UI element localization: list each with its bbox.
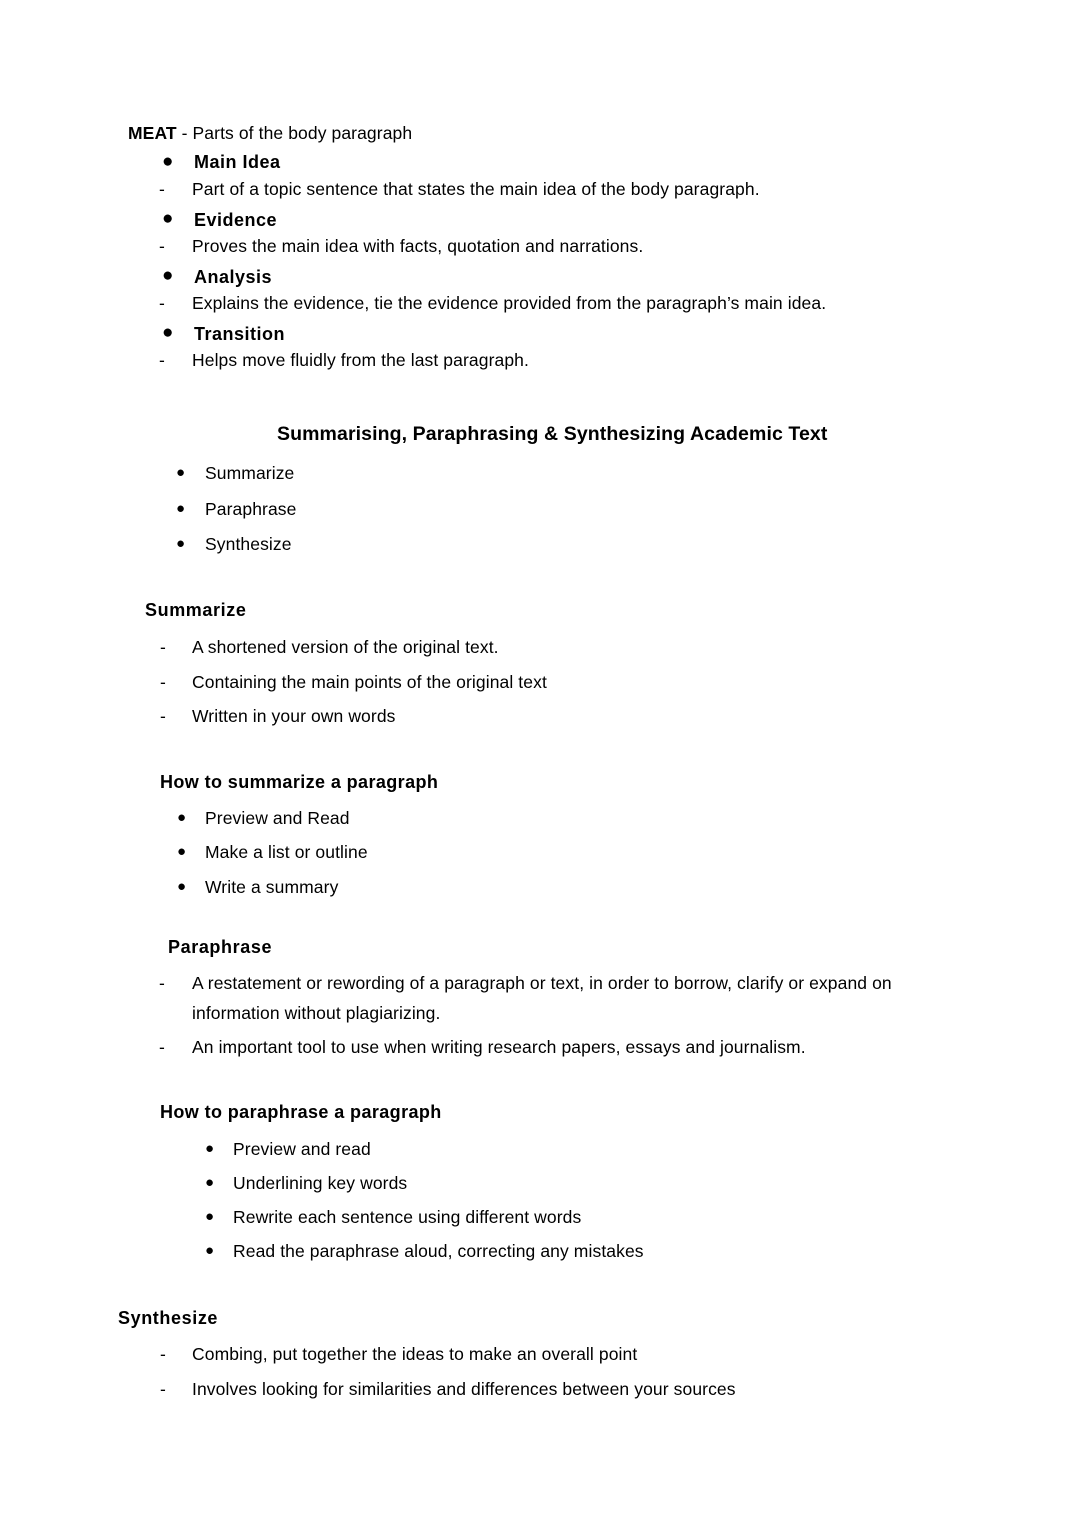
- dash-icon: -: [159, 350, 165, 370]
- how-to-paraphrase-step: Rewrite each sentence using different words: [233, 1207, 582, 1227]
- paraphrase-point-line-2: An important tool to use when writing research papers, essays and journalism.: [192, 1037, 806, 1057]
- meat-heading-line: [128, 125, 412, 143]
- bullet-icon: ●: [162, 265, 174, 286]
- dash-icon: -: [159, 293, 165, 313]
- bullet-icon: ●: [162, 322, 174, 343]
- section-heading-how-to-summarize: How to summarize a paragraph: [160, 772, 439, 792]
- summarize-point: Containing the main points of the original text: [192, 672, 547, 692]
- meat-detail-evidence: Proves the main idea with facts, quotation and narrations.: [192, 236, 644, 256]
- section-heading-how-to-paraphrase: How to paraphrase a paragraph: [160, 1102, 442, 1122]
- bullet-icon: ●: [205, 1208, 215, 1225]
- bullet-icon: ●: [176, 500, 186, 517]
- how-to-paraphrase-step: Underlining key words: [233, 1173, 408, 1193]
- section-heading-paraphrase: Paraphrase: [168, 937, 273, 957]
- meat-detail-transition: Helps move fluidly from the last paragraph.: [192, 350, 529, 370]
- meat-acronym: MEAT: [128, 123, 177, 143]
- summarize-point: Written in your own words: [192, 706, 396, 726]
- paraphrase-point-line-1: A restatement or rewording of a paragraph or text, in order to borrow, clarify or expand on: [192, 973, 892, 993]
- dash-icon: -: [160, 637, 166, 657]
- section-heading-synthesize: Synthesize: [118, 1308, 219, 1328]
- meat-term-analysis: Analysis: [194, 267, 273, 287]
- dash-icon: -: [159, 179, 165, 199]
- meat-term-evidence: Evidence: [194, 210, 278, 230]
- dash-icon: -: [160, 672, 166, 692]
- bullet-icon: ●: [177, 809, 187, 826]
- dash-icon: -: [159, 1037, 165, 1057]
- meat-detail-analysis: Explains the evidence, tie the evidence provided from the paragraph’s main idea.: [192, 293, 827, 313]
- overview-item-paraphrase: Paraphrase: [205, 499, 297, 519]
- meat-term-transition: Transition: [194, 324, 286, 344]
- dash-icon: -: [159, 236, 165, 256]
- bullet-icon: ●: [176, 464, 186, 481]
- bullet-icon: ●: [177, 843, 187, 860]
- meat-detail-main-idea: Part of a topic sentence that states the main idea of the body paragraph.: [192, 179, 760, 199]
- dash-icon: -: [159, 973, 165, 993]
- bullet-icon: ●: [177, 878, 187, 895]
- how-to-summarize-step: Make a list or outline: [205, 842, 368, 862]
- how-to-summarize-step: Preview and Read: [205, 808, 350, 828]
- overview-item-synthesize: Synthesize: [205, 534, 292, 554]
- bullet-icon: ●: [162, 151, 174, 172]
- bullet-icon: ●: [205, 1242, 215, 1259]
- how-to-summarize-step: Write a summary: [205, 877, 339, 897]
- dash-icon: -: [160, 1379, 166, 1399]
- how-to-paraphrase-step: Preview and read: [233, 1139, 371, 1159]
- meat-term-main-idea: Main Idea: [194, 152, 281, 172]
- synthesize-point: Combing, put together the ideas to make an overall point: [192, 1344, 638, 1364]
- bullet-icon: ●: [176, 535, 186, 552]
- dash-icon: -: [160, 706, 166, 726]
- page-title: Summarising, Paraphrasing & Synthesizing Academic Text: [277, 423, 828, 445]
- bullet-icon: ●: [205, 1140, 215, 1157]
- bullet-icon: ●: [162, 208, 174, 229]
- meat-heading-tail: - Parts of the body paragraph: [176, 123, 413, 143]
- bullet-icon: ●: [205, 1174, 215, 1191]
- summarize-point: A shortened version of the original text.: [192, 637, 499, 657]
- synthesize-point: Involves looking for similarities and differences between your sources: [192, 1379, 736, 1399]
- paraphrase-point-line-1-cont: information without plagiarizing.: [192, 1003, 441, 1023]
- dash-icon: -: [160, 1344, 166, 1364]
- section-heading-summarize: Summarize: [145, 600, 247, 620]
- how-to-paraphrase-step: Read the paraphrase aloud, correcting any mistakes: [233, 1241, 644, 1261]
- overview-item-summarize: Summarize: [205, 463, 295, 483]
